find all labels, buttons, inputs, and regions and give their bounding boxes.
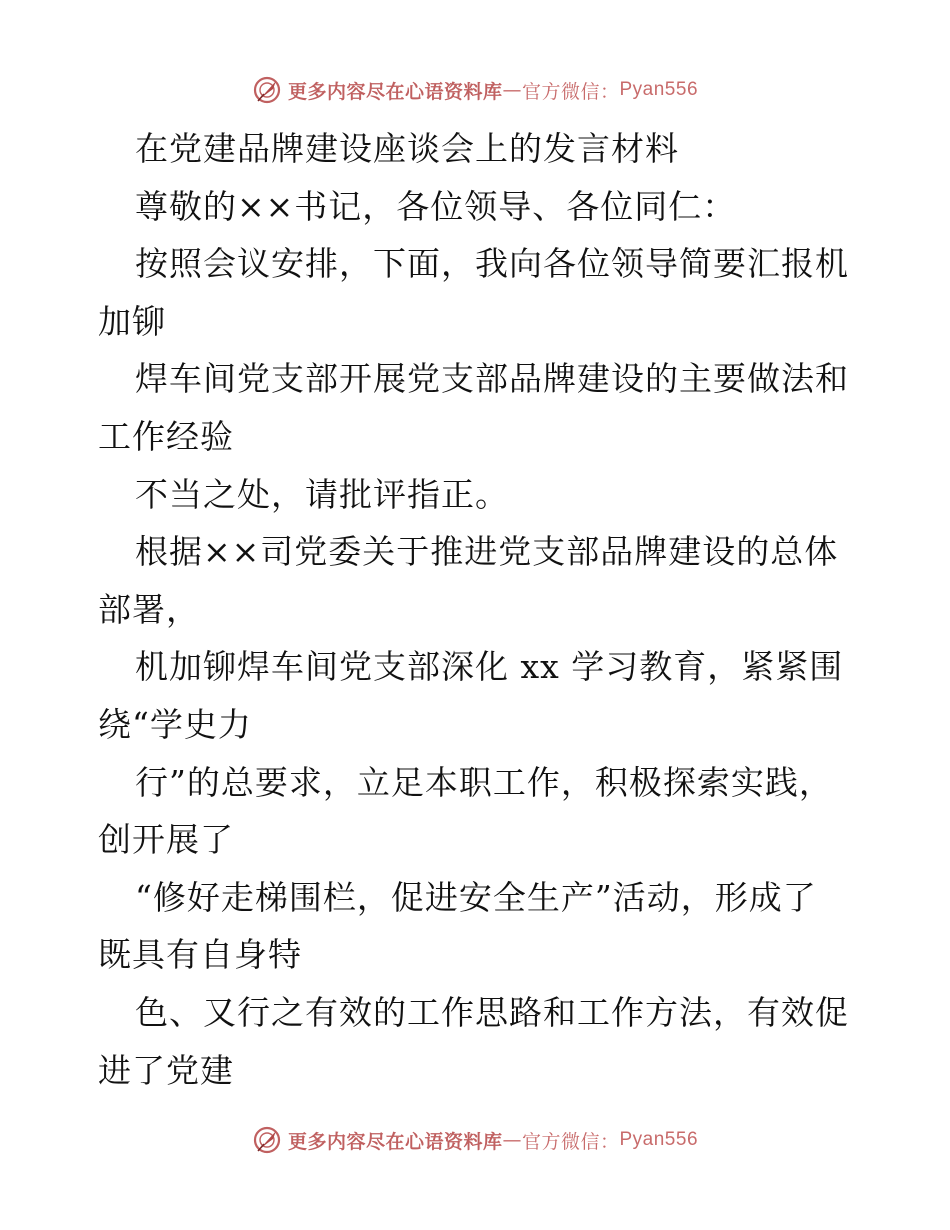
footer-banner (0, 1120, 950, 1160)
text-line: 机加铆焊车间党支部深化 xx 学习教育，紧紧围 (135, 647, 844, 687)
text-line: 绕“学史力 (98, 704, 252, 744)
banner-dash: — (502, 1129, 522, 1151)
text-line: 加铆 (98, 301, 166, 341)
text-line: 不当之处，请批评指正。 (135, 474, 509, 514)
quill-logo-icon (252, 75, 282, 105)
quill-logo-icon (252, 1125, 282, 1155)
banner-brand-text: 更多内容尽在心语资料库 (287, 80, 503, 103)
header-banner (0, 70, 950, 110)
text-line: 按照会议安排，下面，我向各位领导简要汇报机 (135, 244, 849, 284)
text-line: “修好走梯围栏，促进安全生产”活动，形成了 (135, 877, 817, 917)
text-line: 色、又行之有效的工作思路和工作方法，有效促 (135, 992, 849, 1032)
text-line: 在党建品牌建设座谈会上的发言材料 (135, 129, 679, 168)
text-line: 创开展了 (98, 820, 234, 860)
text-line: 焊车间党支部开展党支部品牌建设的主要做法和 (135, 359, 849, 399)
banner-wechat-label: 官方微信： (521, 1130, 620, 1153)
text-line: 工作经验 (98, 416, 234, 456)
banner-wechat-label: 官方微信： (521, 80, 620, 103)
text-line: 部署， (98, 589, 200, 629)
banner-wechat-id: Pyan556 (619, 79, 699, 100)
text-line: 根据××司党委关于推进党支部品牌建设的总体 (135, 532, 839, 572)
text-line: 既具有自身特 (98, 935, 302, 975)
banner-dash: — (502, 79, 522, 101)
text-line: 进了党建 (98, 1050, 234, 1090)
text-line: 行”的总要求，立足本职工作，积极探索实践， (135, 762, 833, 802)
document-body (98, 120, 858, 1099)
text-line: 尊敬的××书记，各位领导、各位同仁： (135, 186, 737, 226)
banner-wechat-id: Pyan556 (619, 1129, 699, 1150)
banner-brand-text: 更多内容尽在心语资料库 (287, 1130, 503, 1153)
